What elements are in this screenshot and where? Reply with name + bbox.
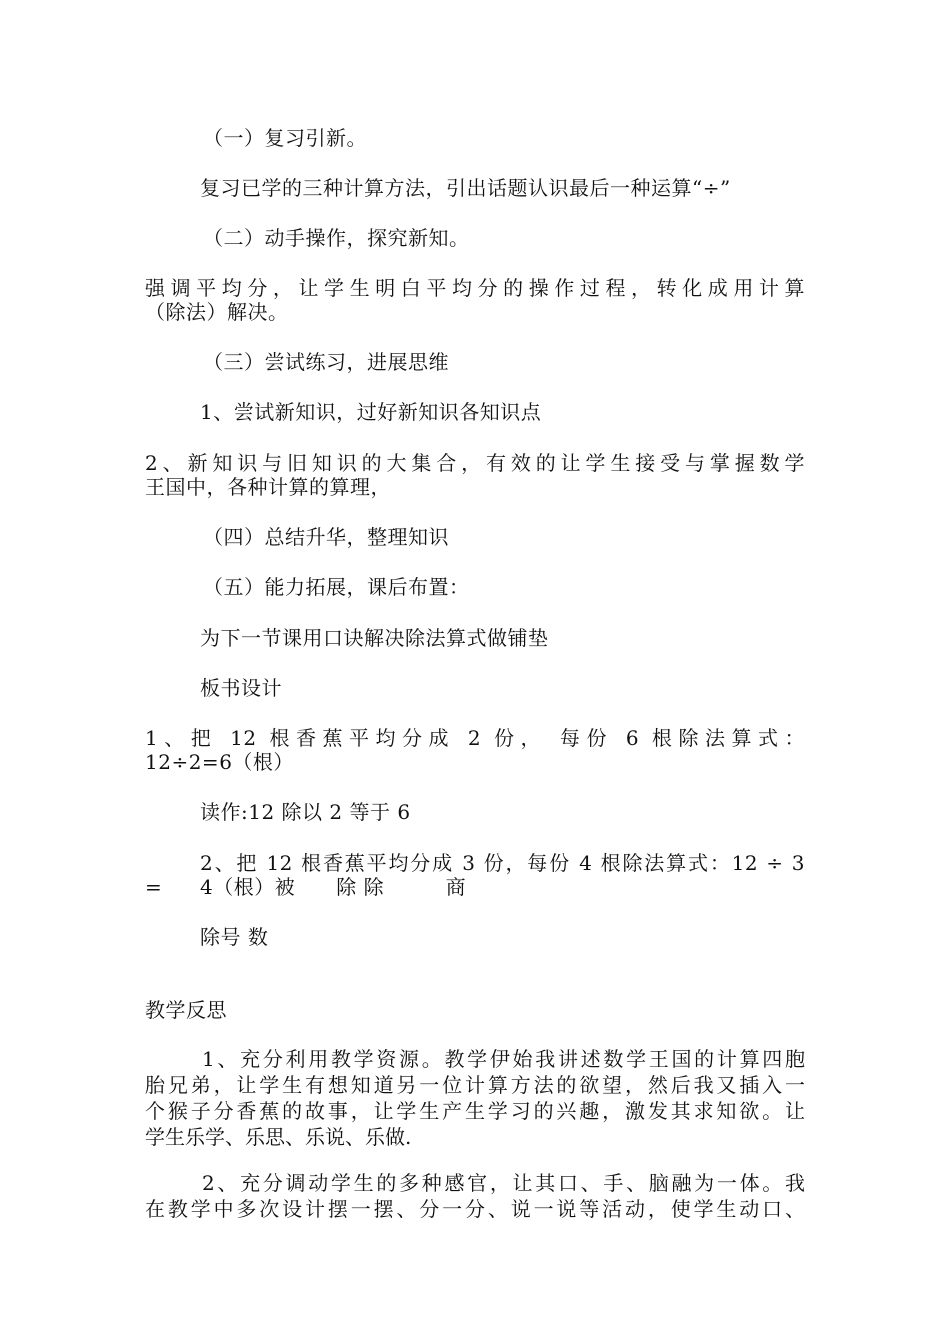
board-item-1-line2: 12÷2=6（根）: [145, 750, 294, 774]
reflection-1-line-2: 胎兄弟，让学生有想知道另一位计算方法的欲望，然后我又插入一: [145, 1073, 805, 1097]
reflection-1-line-4: 学生乐学、乐思、乐说、乐做.: [145, 1125, 412, 1149]
reflection-paragraph-2: [145, 1170, 805, 1222]
board-item-2-equals: =: [145, 875, 163, 899]
reflection-2-line-2: 在教学中多次设计摆一摆、分一分、说一说等活动，使学生动口、: [145, 1197, 805, 1221]
reflection-1-line-1: 1、充分利用教学资源。教学伊始我讲述数学王国的计算四胞: [202, 1047, 805, 1071]
section-2-text-line2: （除法）解决。: [145, 300, 289, 324]
section-1-title: （一）复习引新。: [203, 126, 367, 150]
section-1-text: 复习已学的三种计算方法，引出话题认识最后一种运算“÷”: [200, 176, 731, 200]
reflection-title: 教学反思: [145, 998, 227, 1022]
section-3-title: （三）尝试练习，进展思维: [203, 350, 449, 374]
section-3-item-2-line2: 王国中，各种计算的算理，: [145, 475, 391, 499]
reflection-1-line-3: 个猴子分香蕉的故事，让学生产生学习的兴趣，激发其求知欲。让: [145, 1099, 805, 1123]
section-5-text: 为下一节课用口诀解决除法算式做铺垫: [200, 626, 549, 650]
board-item-2-line2: 4（根）被 除 除 商: [200, 875, 467, 899]
board-design-title: 板书设计: [200, 676, 282, 700]
board-item-2-line1: 2、把 12 根香蕉平均分成 3 份，每份 4 根除法算式：12 ÷ 3: [200, 851, 805, 875]
section-2-text-line1: 强调平均分，让学生明白平均分的操作过程，转化成用计算: [145, 276, 805, 300]
board-item-1-line1: 1、把 12 根香蕉平均分成 2 份， 每份 6 根除法算式：: [145, 726, 805, 750]
board-item-2-line3: 除号 数: [200, 925, 269, 949]
section-3-item-2-line1: 2、新知识与旧知识的大集合，有效的让学生接受与掌握数学: [145, 451, 805, 475]
section-3-item-1: 1、尝试新知识，过好新知识各知识点: [200, 400, 542, 424]
section-4-title: （四）总结升华，整理知识: [203, 525, 449, 549]
reflection-2-line-1: 2、充分调动学生的多种感官，让其口、手、脑融为一体。我: [202, 1171, 805, 1195]
section-5-title: （五）能力拓展，课后布置：: [203, 575, 470, 599]
board-read-as: 读作:12 除以 2 等于 6: [200, 800, 411, 824]
reflection-paragraph-1: [145, 1046, 805, 1150]
section-2-title: （二）动手操作，探究新知。: [203, 226, 470, 250]
